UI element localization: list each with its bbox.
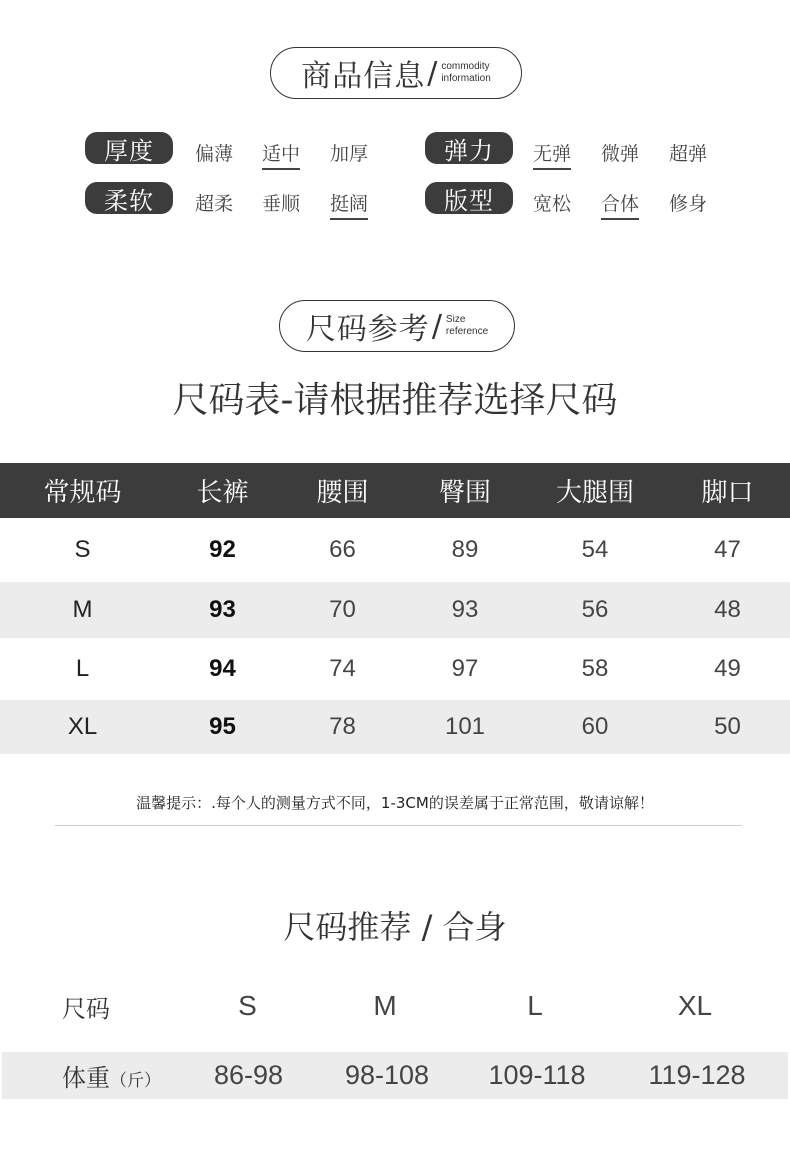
option-slim: 修身 — [669, 193, 708, 215]
option-thick: 加厚 — [330, 143, 369, 165]
table-cell: 74 — [329, 655, 356, 682]
recommend-weight-row — [2, 1052, 788, 1099]
recommend-title: 尺码推荐 / 合身 — [283, 908, 507, 946]
commodity-subtitle-line1: commodity — [441, 61, 490, 72]
attribute-label-fit: 版型 — [425, 182, 513, 214]
header-thigh: 大腿围 — [555, 478, 634, 508]
attribute-label-elasticity: 弹力 — [425, 132, 513, 164]
option-regular-selected: 合体 — [601, 189, 639, 220]
table-cell: 56 — [581, 596, 609, 623]
header-leg-opening: 脚口 — [701, 478, 754, 508]
size-reference-subtitle — [446, 314, 488, 338]
size-reference-title: 尺码参考 — [305, 312, 430, 347]
recommend-size: L — [527, 990, 543, 1021]
option-medium-selected: 适中 — [262, 139, 300, 170]
table-row — [0, 582, 790, 638]
option-super-stretch: 超弹 — [669, 143, 708, 165]
table-cell: 66 — [329, 536, 356, 563]
table-cell: 54 — [581, 536, 609, 563]
size-subtitle-line1: Size — [445, 314, 466, 325]
size-subtitle-line2: reference — [445, 326, 489, 337]
table-cell: 70 — [329, 596, 356, 623]
attribute-row-1 — [0, 132, 790, 172]
table-cell: 47 — [714, 536, 741, 563]
table-cell: 49 — [714, 655, 741, 682]
recommend-size-row — [0, 984, 790, 1028]
header-regular-size: 常规码 — [43, 478, 122, 508]
table-cell: 97 — [451, 655, 479, 682]
size-reference-badge — [279, 300, 515, 352]
option-loose: 宽松 — [533, 193, 572, 215]
attribute-label-thickness: 厚度 — [85, 132, 173, 164]
table-cell: 95 — [209, 713, 236, 740]
divider — [55, 825, 742, 826]
table-cell: 58 — [581, 655, 609, 682]
size-table-header — [0, 463, 790, 518]
table-row — [0, 638, 790, 700]
table-cell: XL — [67, 713, 98, 740]
recommend-weight: 109-118 — [488, 1060, 586, 1090]
table-cell: 92 — [209, 536, 236, 563]
recommend-weight: 86-98 — [213, 1060, 284, 1090]
header-hip: 臀围 — [438, 478, 491, 508]
attribute-row-2 — [0, 182, 790, 222]
table-cell: 78 — [329, 713, 356, 740]
weight-label: 体重 — [62, 1065, 110, 1092]
commodity-info-subtitle — [441, 61, 490, 85]
recommend-size: XL — [677, 990, 713, 1021]
table-cell: 89 — [451, 536, 479, 563]
table-cell: 93 — [209, 596, 236, 623]
recommend-weight: 98-108 — [344, 1060, 430, 1090]
table-row — [0, 700, 790, 754]
table-row — [0, 518, 790, 582]
option-drapey: 垂顺 — [262, 193, 301, 215]
header-waist: 腰围 — [316, 478, 369, 508]
option-thin: 偏薄 — [195, 143, 234, 165]
size-table-title: 尺码表-请根据推荐选择尺码 — [172, 380, 618, 421]
table-cell: 60 — [581, 713, 609, 740]
size-row-label: 尺码 — [62, 995, 110, 1023]
recommend-size: S — [238, 990, 257, 1021]
size-table — [0, 463, 790, 754]
badge-slash: / — [427, 55, 438, 91]
badge-slash: / — [431, 308, 442, 344]
measurement-note: 温馨提示：.每个人的测量方式不同，1-3CM的误差属于正常范围，敬请谅解！ — [136, 794, 654, 812]
option-crisp-selected: 挺阔 — [330, 189, 368, 220]
weight-unit: （斤） — [110, 1071, 161, 1090]
table-cell: S — [74, 536, 91, 563]
option-no-stretch-selected: 无弹 — [533, 139, 571, 170]
table-cell: 94 — [209, 655, 236, 682]
attribute-label-softness: 柔软 — [85, 182, 173, 214]
recommend-weight: 119-128 — [648, 1060, 746, 1090]
recommend-size: M — [373, 990, 397, 1021]
option-super-soft: 超柔 — [195, 193, 234, 215]
option-slight-stretch: 微弹 — [601, 143, 640, 165]
table-cell: L — [75, 655, 90, 682]
table-cell: 50 — [714, 713, 741, 740]
commodity-info-title: 商品信息 — [301, 59, 426, 94]
header-length: 长裤 — [196, 478, 249, 508]
table-cell: M — [72, 596, 93, 623]
table-cell: 101 — [444, 713, 486, 740]
commodity-info-badge — [270, 47, 522, 99]
table-cell: 48 — [714, 596, 741, 623]
weight-row-label — [2, 1058, 167, 1093]
commodity-subtitle-line2: information — [441, 73, 491, 84]
table-cell: 93 — [451, 596, 479, 623]
